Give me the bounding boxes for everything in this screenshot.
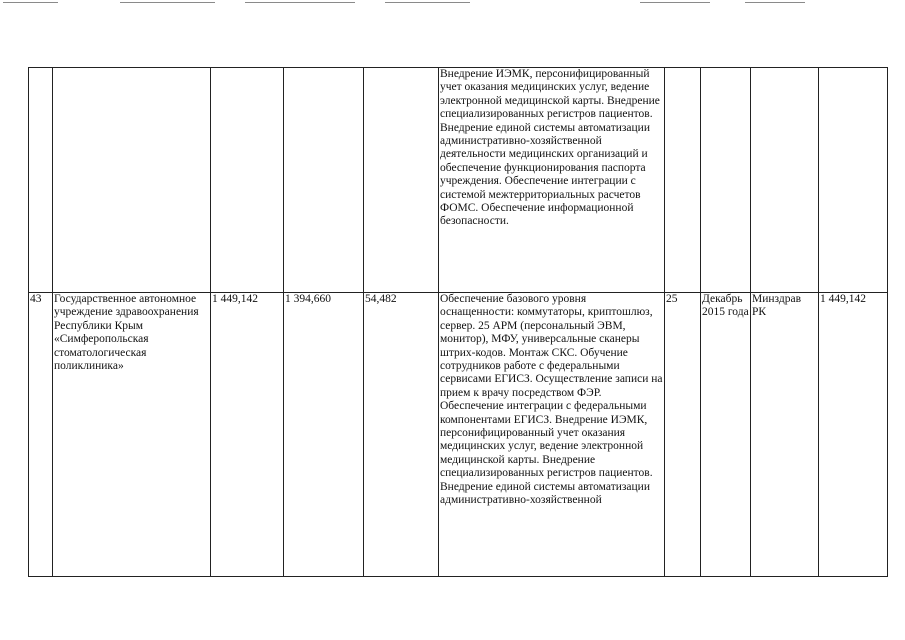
scan-edge-mark bbox=[3, 2, 58, 3]
measures-cell: Обеспечение базового уровня оснащенности: коммутаторы, криптошлюз, сервер. 25 АРМ (персональный ЭВМ, монитор), МФУ, универсальные сканеры штрих-кодов. Монтаж СКС. Обучение сотрудников работе с федеральными сервисами ЕГИСЗ. Осуществление записи на прием к врачу посредством ФЭР. Обеспечение интеграции с федеральными компонентами ЕГИСЗ. Внедрение ИЭМК, персонифицированный учет оказания медицинских услуг, ведение электронной медицинской карты. Внедрение специализированных регистров пациентов. Внедрение единой системы автоматизации административно-хозяйственной bbox=[439, 293, 665, 577]
institution-cell bbox=[53, 68, 211, 293]
amount-cell bbox=[819, 68, 888, 293]
regional-funds-cell bbox=[364, 68, 439, 293]
scan-edge-mark bbox=[245, 2, 355, 3]
deadline-cell bbox=[701, 68, 751, 293]
responsible-cell: Минздрав РК bbox=[751, 293, 819, 577]
federal-funds-cell bbox=[284, 68, 364, 293]
scan-edge-mark bbox=[385, 2, 470, 3]
row-number-cell bbox=[29, 68, 53, 293]
measures-cell: Внедрение ИЭМК, персонифицированный учет оказания медицинских услуг, ведение электронной медицинской карты. Внедрение специализированных регистров пациентов. Внедрение единой системы автоматизации административно-хозяйственной деятельности медицинских организаций и обеспечение функционирования паспорта учреждения. Обеспечение интеграции с системой межтерриториальных расчетов ФОМС. Обеспечение информационной безопасности. bbox=[439, 68, 665, 293]
institution-cell: Государственное автономное учреждение здравоохранения Республики Крым «Симферопольская стоматологическая поликлиника» bbox=[53, 293, 211, 577]
scan-edge-mark bbox=[640, 2, 710, 3]
quantity-cell: 25 bbox=[665, 293, 701, 577]
program-table bbox=[28, 67, 888, 577]
row-number-cell: 43 bbox=[29, 293, 53, 577]
amount-cell: 1 449,142 bbox=[819, 293, 888, 577]
quantity-cell bbox=[665, 68, 701, 293]
scan-edge-mark bbox=[120, 2, 215, 3]
table-row bbox=[29, 68, 888, 293]
deadline-cell: Декабрь 2015 года bbox=[701, 293, 751, 577]
responsible-cell bbox=[751, 68, 819, 293]
scan-edge-mark bbox=[745, 2, 805, 3]
total-amount-cell bbox=[211, 68, 284, 293]
table-row bbox=[29, 293, 888, 577]
federal-funds-cell: 1 394,660 bbox=[284, 293, 364, 577]
regional-funds-cell: 54,482 bbox=[364, 293, 439, 577]
total-amount-cell: 1 449,142 bbox=[211, 293, 284, 577]
